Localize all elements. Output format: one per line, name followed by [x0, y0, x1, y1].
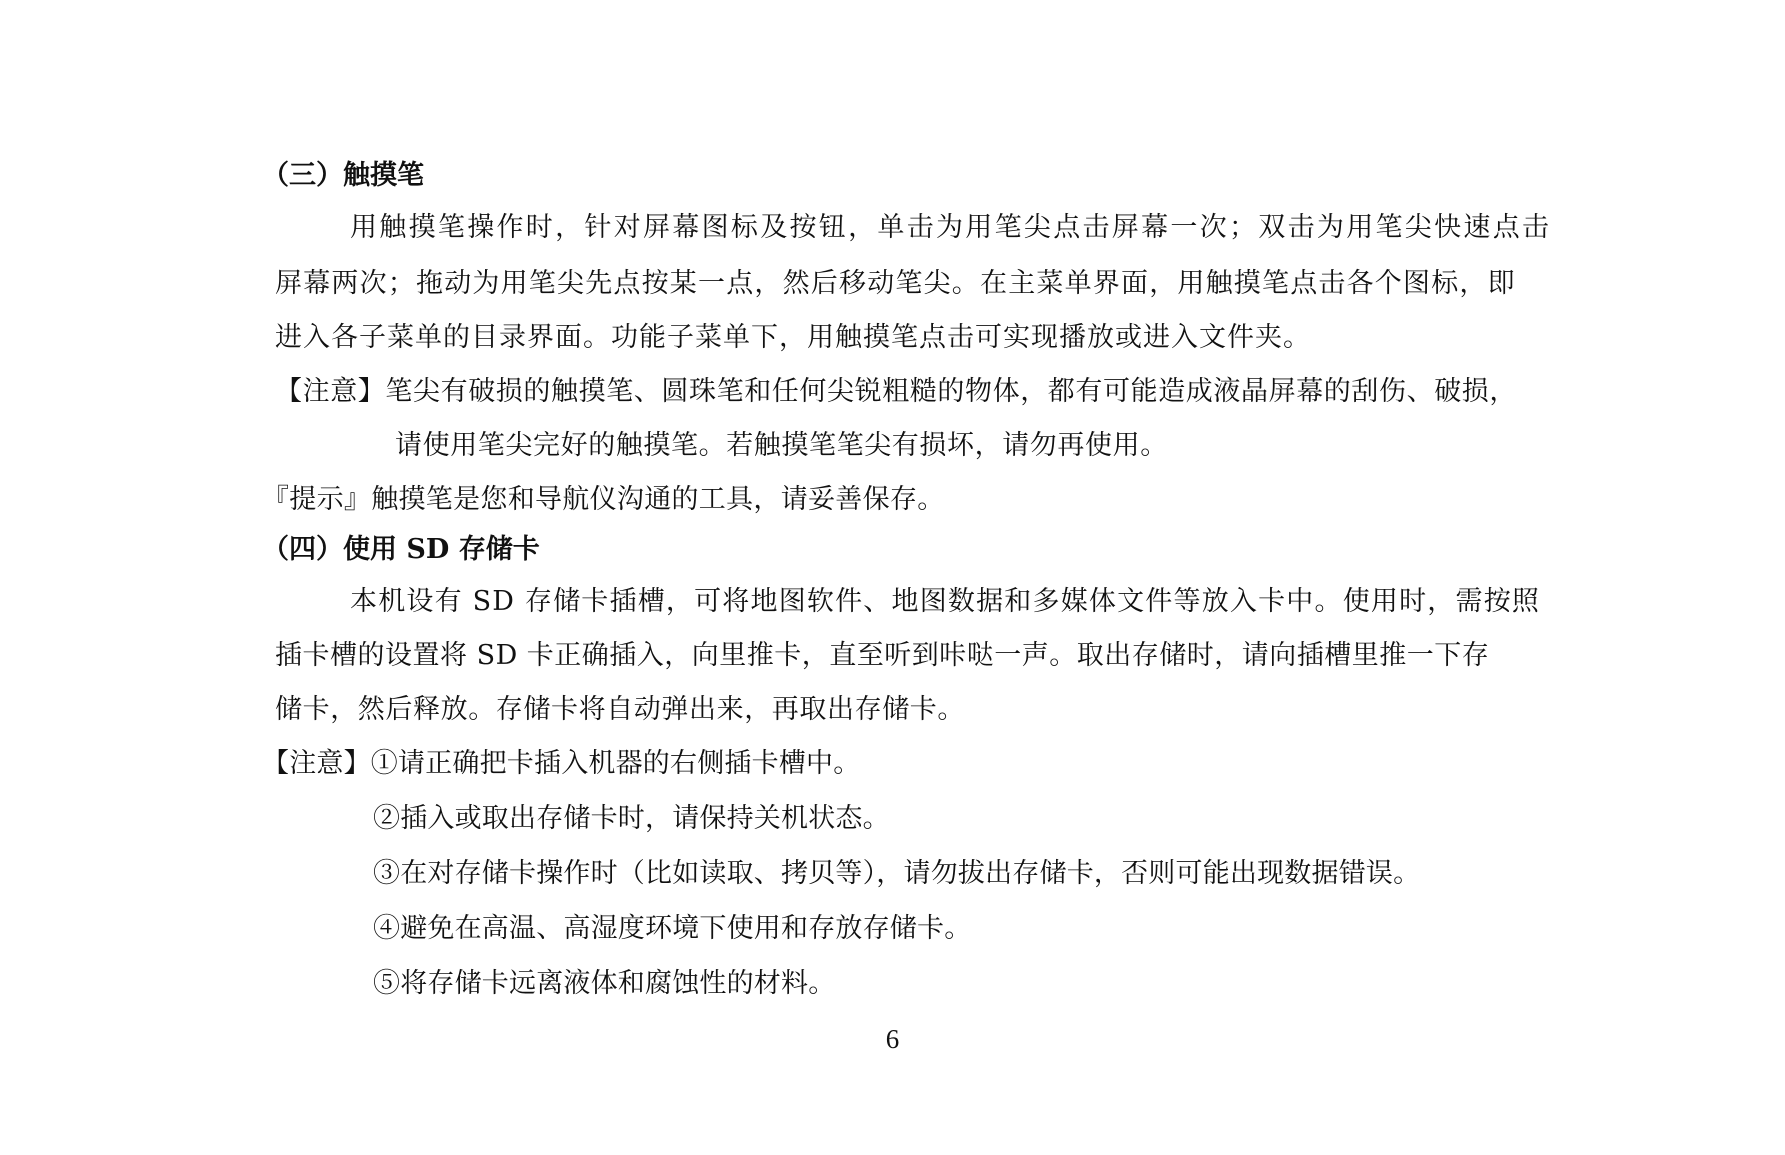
sd-note-4: ④避免在高温、高湿度环境下使用和存放存储卡。 — [373, 913, 972, 944]
sd-note-3: ③在对存储卡操作时（比如读取、拷贝等），请勿拔出存储卡，否则可能出现数据错误。 — [373, 858, 1421, 889]
section-heading-sd-card: （四）使用 SD 存储卡 — [262, 534, 540, 565]
sd-paragraph-line-3: 储卡，然后释放。存储卡将自动弹出来，再取出存储卡。 — [275, 694, 965, 725]
stylus-paragraph-line-3: 进入各子菜单的目录界面。功能子菜单下，用触摸笔点击可实现播放或进入文件夹。 — [275, 322, 1311, 353]
sd-note-2: ②插入或取出存储卡时，请保持关机状态。 — [373, 803, 890, 834]
sd-paragraph-line-2: 插卡槽的设置将 SD 卡正确插入，向里推卡，直至听到咔哒一声。取出存储时，请向插槽里推一下存 — [275, 640, 1490, 671]
stylus-tip: 『提示』触摸笔是您和导航仪沟通的工具，请妥善保存。 — [262, 484, 945, 515]
sd-paragraph-line-1: 本机设有 SD 存储卡插槽，可将地图软件、地图数据和多媒体文件等放入卡中。使用时，需按照 — [350, 586, 1541, 617]
sd-note-1: 【注意】①请正确把卡插入机器的右侧插卡槽中。 — [262, 748, 861, 779]
sd-note-5: ⑤将存储卡远离液体和腐蚀性的材料。 — [373, 968, 836, 999]
stylus-paragraph-line-2: 屏幕两次；拖动为用笔尖先点按某一点，然后移动笔尖。在主菜单界面，用触摸笔点击各个图标，即 — [275, 268, 1516, 299]
stylus-paragraph-line-1: 用触摸笔操作时，针对屏幕图标及按钮，单击为用笔尖点击屏幕一次；双击为用笔尖快速点击 — [350, 212, 1552, 243]
page-number: 6 — [885, 1024, 900, 1054]
stylus-note-line-1: 【注意】笔尖有破损的触摸笔、圆珠笔和任何尖锐粗糙的物体，都有可能造成液晶屏幕的刮伤、破损， — [275, 376, 1517, 407]
stylus-note-line-2: 请使用笔尖完好的触摸笔。若触摸笔笔尖有损坏，请勿再使用。 — [395, 430, 1168, 461]
section-heading-stylus: （三）触摸笔 — [262, 160, 424, 191]
